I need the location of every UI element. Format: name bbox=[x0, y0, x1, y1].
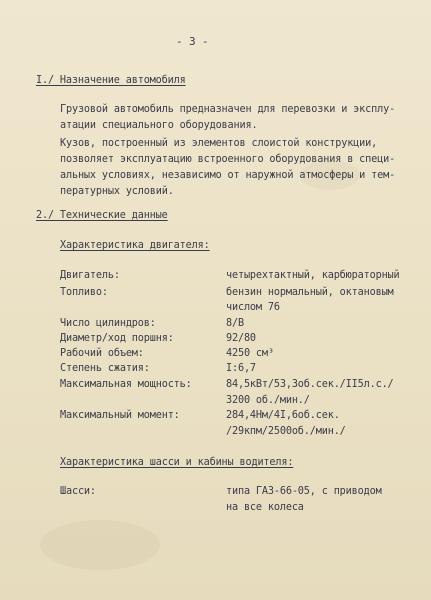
section-1-text-line: позволяет эксплуатацию встроенного оборудования в специ- bbox=[60, 154, 396, 165]
spec-value-max-power-cont: 3200 об./мин./ bbox=[226, 395, 310, 406]
spec-value-displacement: 4250 см³ bbox=[226, 348, 274, 359]
spec-value-cylinders: 8/В bbox=[226, 318, 244, 329]
spec-label-engine: Двигатель: bbox=[60, 270, 120, 281]
spec-value-fuel: бензин нормальный, октановым bbox=[226, 287, 394, 298]
spec-value-chassis: типа ГАЗ-66-05, с приводом bbox=[226, 486, 382, 497]
engine-subheading: Характеристика двигателя: bbox=[60, 240, 210, 251]
spec-label-bore-stroke: Диаметр/ход поршня: bbox=[60, 333, 174, 344]
spec-value-max-torque-cont: /29кпм/2500об./мин./ bbox=[226, 426, 346, 437]
section-1-heading: I./ Назначение автомобиля bbox=[36, 75, 186, 86]
paper-stain bbox=[40, 520, 160, 570]
spec-label-displacement: Рабочий объем: bbox=[60, 348, 144, 359]
section-1-text-line: Грузовой автомобиль предназначен для перевозки и эксплу- bbox=[60, 104, 396, 115]
spec-value-fuel-cont: числом 76 bbox=[226, 302, 280, 313]
spec-value-bore-stroke: 92/80 bbox=[226, 333, 256, 344]
spec-value-engine: четырехтактный, карбюраторный bbox=[226, 270, 400, 281]
spec-value-chassis-cont: на все колеса bbox=[226, 502, 304, 513]
spec-label-max-torque: Максимальный момент: bbox=[60, 410, 180, 421]
section-1-text-line: атации специального оборудования. bbox=[60, 120, 258, 131]
chassis-subheading: Характеристика шасси и кабины водителя: bbox=[60, 457, 294, 468]
spec-value-max-torque: 284,4Нм/4I,6об.сек. bbox=[226, 410, 340, 421]
section-1-text-line: пературных условий. bbox=[60, 186, 174, 197]
spec-label-max-power: Максимальная мощность: bbox=[60, 379, 192, 390]
spec-label-cylinders: Число цилиндров: bbox=[60, 318, 156, 329]
spec-label-compression: Степень сжатия: bbox=[60, 363, 150, 374]
spec-value-max-power: 84,5кВт/53,3об.сек./II5л.с./ bbox=[226, 379, 394, 390]
spec-value-compression: I:6,7 bbox=[226, 363, 256, 374]
section-2-heading: 2./ Технические данные bbox=[36, 210, 168, 221]
section-1-text-line: альных условиях, независимо от наружной атмосферы и тем- bbox=[60, 170, 396, 181]
page-number: - 3 - bbox=[176, 35, 209, 48]
spec-label-chassis: Шасси: bbox=[60, 486, 96, 497]
section-1-text-line: Кузов, построенный из элементов слоистой конструкции, bbox=[60, 138, 378, 149]
spec-label-fuel: Топливо: bbox=[60, 287, 108, 298]
